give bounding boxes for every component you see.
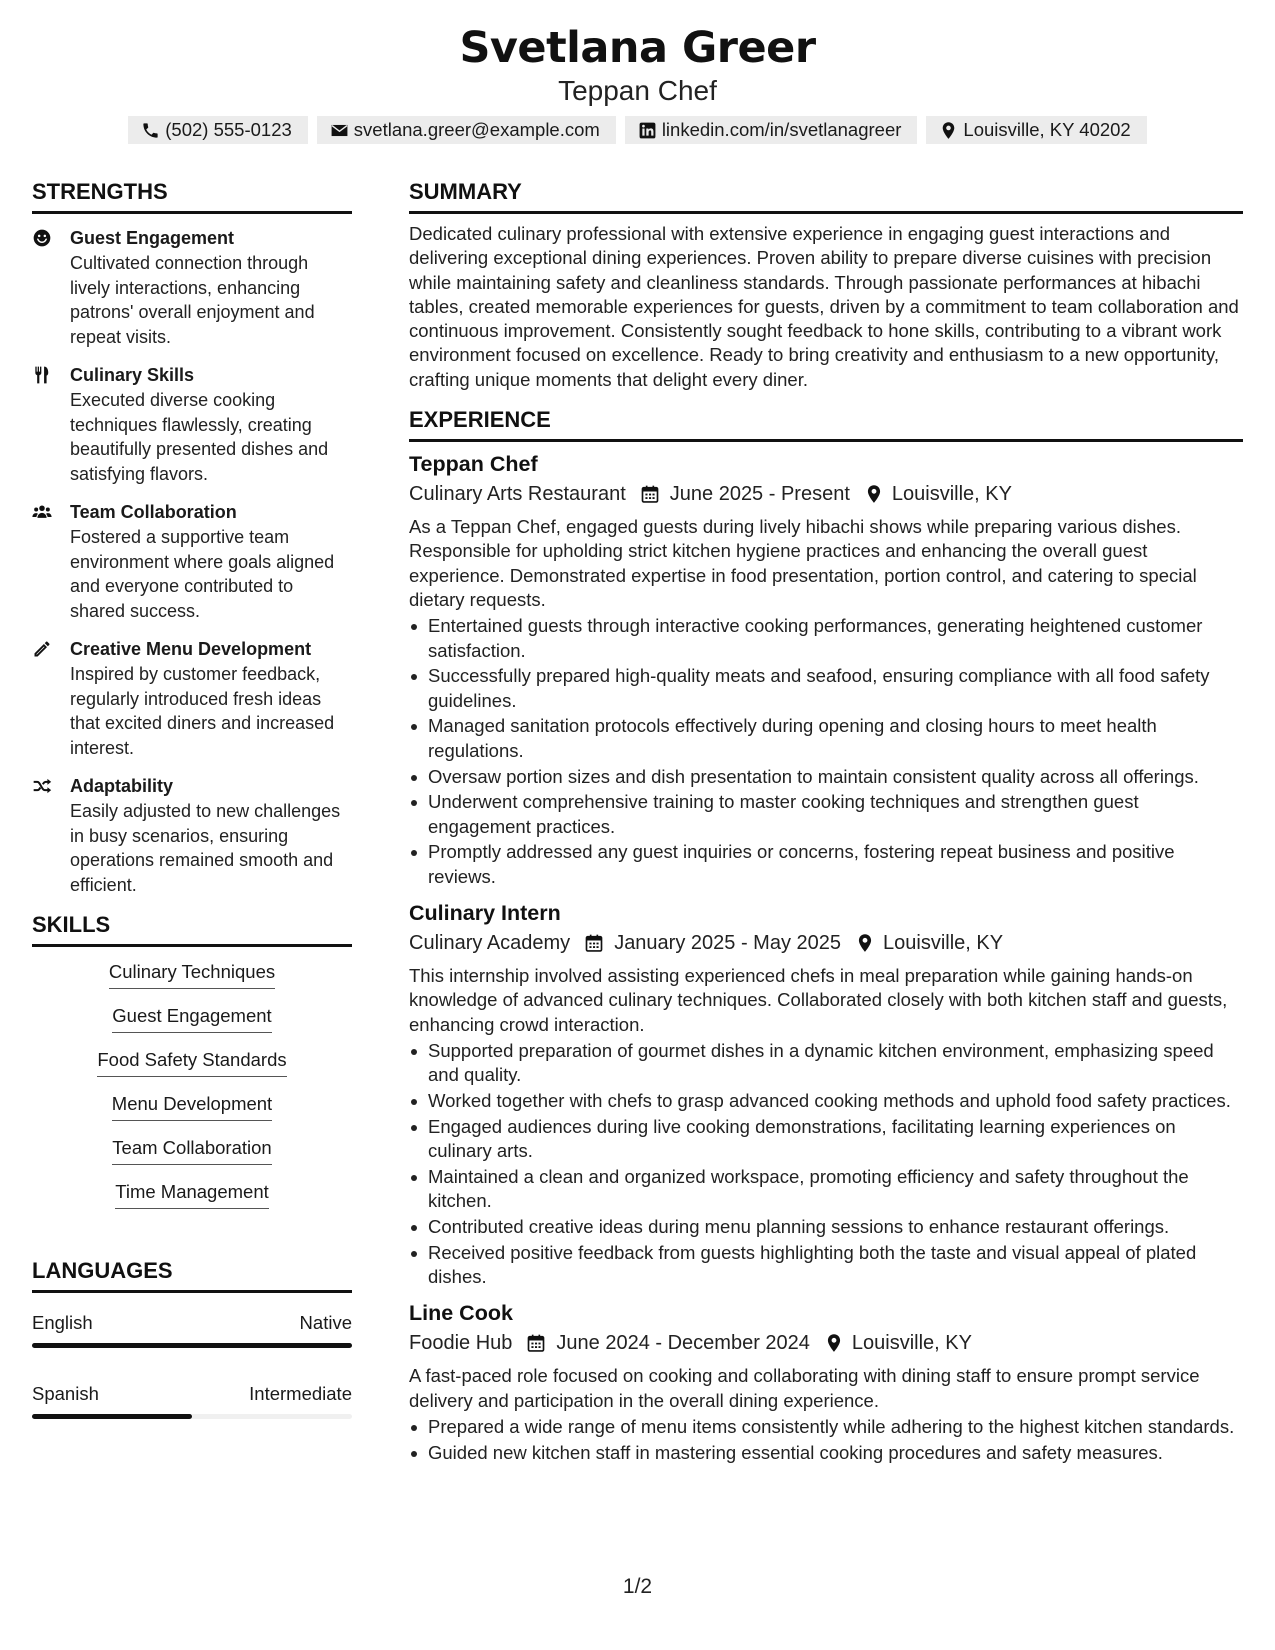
job-bullet: Guided new kitchen staff in mastering essential cooking procedures and safety measures. [409,1441,1243,1465]
job-role: Line Cook [409,1301,513,1326]
job-bullets [409,614,1243,889]
job-bullet: Successfully prepared high-quality meats and seafood, ensuring compliance with all food safety guidelines. [409,664,1243,713]
job-bullets [409,1039,1243,1289]
candidate-name: Svetlana Greer [459,23,816,73]
job-location: Louisville, KY [891,483,1012,506]
pencil-icon [32,639,52,659]
location-pin-icon [855,933,875,953]
contact-email-text[interactable]: svetlana.greer@example.com [353,119,600,140]
contact-location [926,116,1146,144]
job-location: Louisville, KY [851,1332,972,1355]
phone-icon [141,121,160,140]
languages-list [32,1311,352,1419]
strength-desc: Fostered a supportive team environment where goals aligned and everyone contributed to shared success. [70,527,335,621]
job-dates: January 2025 - May 2025 [614,932,841,955]
contact-linkedin-text[interactable]: linkedin.com/in/svetlanagreer [661,119,902,140]
strength-desc: Easily adjusted to new challenges in busy scenarios, ensuring operations remained smooth and efficient. [70,801,341,895]
shuffle-icon [32,776,52,796]
experience-heading: EXPERIENCE [409,406,1243,442]
job-location: Louisville, KY [883,932,1004,955]
calendar-icon [584,933,604,953]
contact-linkedin[interactable] [625,116,918,144]
job-role: Culinary Intern [409,901,561,926]
calendar-icon [640,484,660,504]
job-bullet: Maintained a clean and organized workspace, promoting efficiency and safety throughout the kitchen. [409,1165,1243,1214]
strength-title: Team Collaboration [70,502,237,522]
strengths-heading: STRENGTHS [32,178,352,214]
strength-item [32,774,352,897]
language-level: Native [299,1312,352,1333]
strengths-list [32,226,352,897]
skill-tag: Time Management [115,1179,269,1209]
candidate-title: Teppan Chef [558,75,717,106]
contact-location-text: Louisville, KY 40202 [963,119,1131,140]
job-company: Foodie Hub [409,1332,513,1355]
job-meta [409,928,1243,958]
language-bar [32,1343,352,1348]
language-bar-fill [32,1343,352,1348]
job-dates: June 2024 - December 2024 [556,1332,810,1355]
job-bullet: Entertained guests through interactive cooking performances, generating heightened customer satisfaction. [409,614,1243,663]
linkedin-icon [638,121,657,140]
resume-header [0,22,1275,144]
location-pin-icon [824,1333,844,1353]
job-dates: June 2025 - Present [669,483,850,506]
job-bullet: Supported preparation of gourmet dishes in a dynamic kitchen environment, emphasizing speed and quality. [409,1039,1243,1088]
job-entry [409,1299,1243,1465]
strength-title: Guest Engagement [70,228,235,248]
language-bar-fill [32,1414,192,1419]
job-description: This internship involved assisting experienced chefs in meal preparation while gaining hands-on knowledge of advanced culinary techniques. Collaborated closely with both kitchen staff and guests, enhancing crowd interaction. [409,965,1228,1035]
language-row [32,1311,352,1335]
strength-desc: Executed diverse cooking techniques flawlessly, creating beautifully presented dishes and satisfying flavors. [70,390,329,484]
job-description: As a Teppan Chef, engaged guests during lively hibachi shows while preparing various dishes. Responsible for upholding strict kitchen hygiene practices and enhancing the overall guest experience. Demonstrated expertise in food presentation, portion control, and catering to special dietary requests. [409,516,1197,610]
job-meta [409,1328,1243,1358]
location-pin-icon [864,484,884,504]
summary-text: Dedicated culinary professional with extensive experience in engaging guest interactions and delivering exceptional dining experiences. Proven ability to prepare diverse cuisines with precision while maintaining safety and cleanliness standards. Through passionate performances at hibachi tables, created memorable experiences for guests, driven by a commitment to team collaboration and continuous improvement. Consistently sought feedback to hone skills, contributing to a vibrant work environment focused on excellence. Ready to bring creativity and enthusiasm to a new opportunity, crafting unique moments that delight every diner. [409,223,1239,390]
users-icon [32,502,52,522]
strength-item [32,226,352,349]
strength-item [32,363,352,486]
page-number: 1/2 [622,1575,653,1598]
skills-list [32,959,352,1223]
languages-heading: LANGUAGES [32,1257,352,1293]
strength-title: Culinary Skills [70,365,195,385]
job-bullet: Underwent comprehensive training to master cooking techniques and strengthen guest engagement practices. [409,790,1243,839]
left-column [32,178,352,1453]
contact-phone [128,116,308,144]
utensils-icon [32,365,52,385]
skill-tag: Team Collaboration [112,1135,271,1165]
skill-tag: Culinary Techniques [109,959,275,989]
job-company: Culinary Arts Restaurant [409,483,626,506]
strength-desc: Inspired by customer feedback, regularly introduced fresh ideas that excited diners and increased interest. [70,664,335,758]
contact-email[interactable] [317,116,616,144]
language-name: English [32,1312,93,1333]
strength-item [32,500,352,623]
job-bullet: Promptly addressed any guest inquiries or concerns, fostering repeat business and positive reviews. [409,840,1243,889]
job-bullets [409,1415,1243,1465]
skill-tag: Guest Engagement [112,1003,271,1033]
job-description: A fast-paced role focused on cooking and collaborating with dining staff to ensure prompt service delivery and participation in the overall dining experience. [409,1365,1200,1411]
job-meta [409,479,1243,509]
strength-title: Adaptability [70,776,174,796]
skill-tag: Menu Development [112,1091,272,1121]
contact-phone-text: (502) 555-0123 [165,119,292,140]
strength-desc: Cultivated connection through lively interactions, enhancing patrons' overall enjoyment and repeat visits. [70,253,315,347]
strength-title: Creative Menu Development [70,639,312,659]
location-pin-icon [939,121,958,140]
job-bullet: Contributed creative ideas during menu planning sessions to enhance restaurant offerings. [409,1215,1243,1239]
job-bullet: Engaged audiences during live cooking demonstrations, facilitating learning experiences on culinary arts. [409,1115,1243,1164]
envelope-icon [330,121,349,140]
smiley-icon [32,228,52,248]
contact-bar [0,116,1275,144]
right-column [409,178,1243,1475]
job-entry [409,899,1243,1289]
summary-heading: SUMMARY [409,178,1243,214]
language-name: Spanish [32,1383,99,1404]
job-bullet: Oversaw portion sizes and dish presentation to maintain consistent quality across all offerings. [409,765,1243,789]
skills-heading: SKILLS [32,911,352,947]
strength-item [32,637,352,760]
job-bullet: Received positive feedback from guests highlighting both the taste and visual appeal of plated dishes. [409,1241,1243,1290]
language-level: Intermediate [249,1383,352,1404]
job-bullet: Prepared a wide range of menu items consistently while adhering to the highest kitchen standards. [409,1415,1243,1439]
language-row [32,1382,352,1406]
job-company: Culinary Academy [409,932,571,955]
calendar-icon [526,1333,546,1353]
job-entry [409,450,1243,889]
skill-tag: Food Safety Standards [97,1047,286,1077]
job-bullet: Managed sanitation protocols effectively during opening and closing hours to meet health regulations. [409,714,1243,763]
job-role: Teppan Chef [409,452,538,477]
language-bar [32,1414,352,1419]
job-bullet: Worked together with chefs to grasp advanced cooking methods and uphold food safety practices. [409,1089,1243,1113]
